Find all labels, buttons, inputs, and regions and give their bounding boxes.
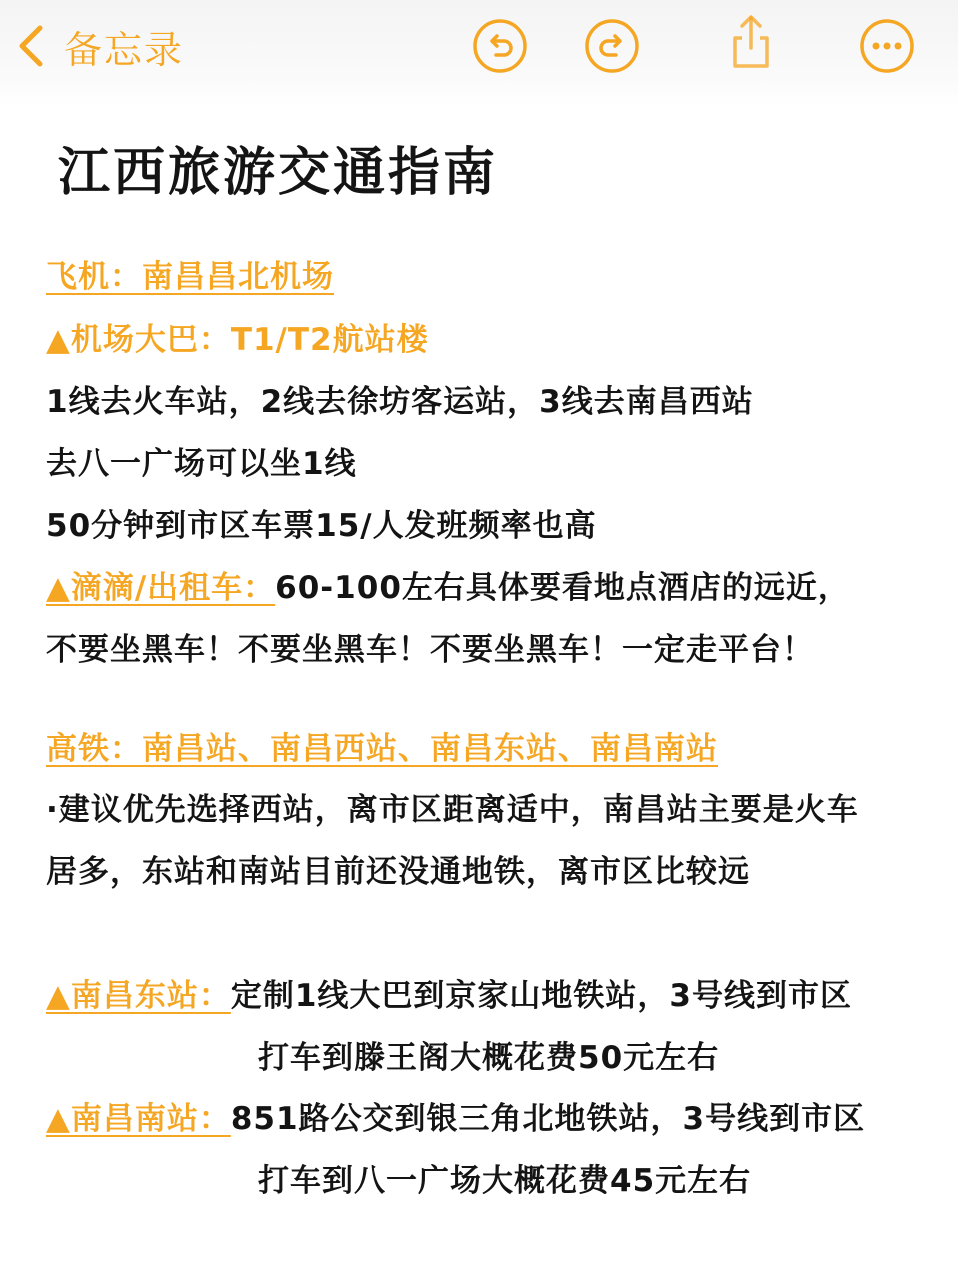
back-label: 备忘录 [64,27,185,72]
rail-advice: ·建议优先选择西站，离市区距离适中，南昌站主要是火车 [46,792,859,828]
south-station-text: 851路公交到银三角北地铁站，3号线到市区 [230,1101,866,1137]
warning-line: 不要坐黑车！不要坐黑车！不要坐黑车！一定走平台！ [46,632,814,668]
redo-icon [583,17,641,75]
navigation-bar [0,0,958,108]
back-button[interactable] [14,20,184,72]
rail-advice: 居多，东站和南站目前还没通地铁，离市区比较远 [46,854,750,890]
share-button[interactable] [722,12,780,70]
east-station-label: ▲南昌东站： [46,978,231,1014]
east-station-line [46,976,852,1016]
east-station-taxi: 打车到滕王阁大概花费50元左右 [258,1040,720,1076]
undo-icon [471,17,529,75]
undo-button[interactable] [471,17,529,75]
taxi-text: 60-100左右具体要看地点酒店的远近， [275,570,850,606]
south-station-label: ▲南昌南站： [46,1101,231,1137]
redo-button[interactable] [583,17,641,75]
share-icon [722,12,780,70]
east-station-text: 定制1线大巴到京家山地铁站，3号线到市区 [230,978,852,1014]
more-icon [858,17,916,75]
taxi-line [46,568,850,608]
airport-bus-line: 去八一广场可以坐1线 [46,446,357,482]
airport-bus-line: 1线去火车站，2线去徐坊客运站，3线去南昌西站 [46,384,754,420]
flight-heading: 飞机：南昌昌北机场 [46,259,334,295]
taxi-label: ▲滴滴/出租车： [46,570,276,606]
note-title: 江西旅游交通指南 [58,143,499,203]
south-station-taxi: 打车到八一广场大概花费45元左右 [258,1163,752,1199]
chevron-left-icon [14,22,48,70]
more-button[interactable] [858,17,916,75]
airport-bus-line: 50分钟到市区车票15/人发班频率也高 [46,508,597,544]
south-station-line [46,1099,865,1139]
rail-heading: 高铁：南昌站、南昌西站、南昌东站、南昌南站 [46,731,718,767]
airport-bus-label: ▲机场大巴：T1/T2航站楼 [46,322,429,358]
